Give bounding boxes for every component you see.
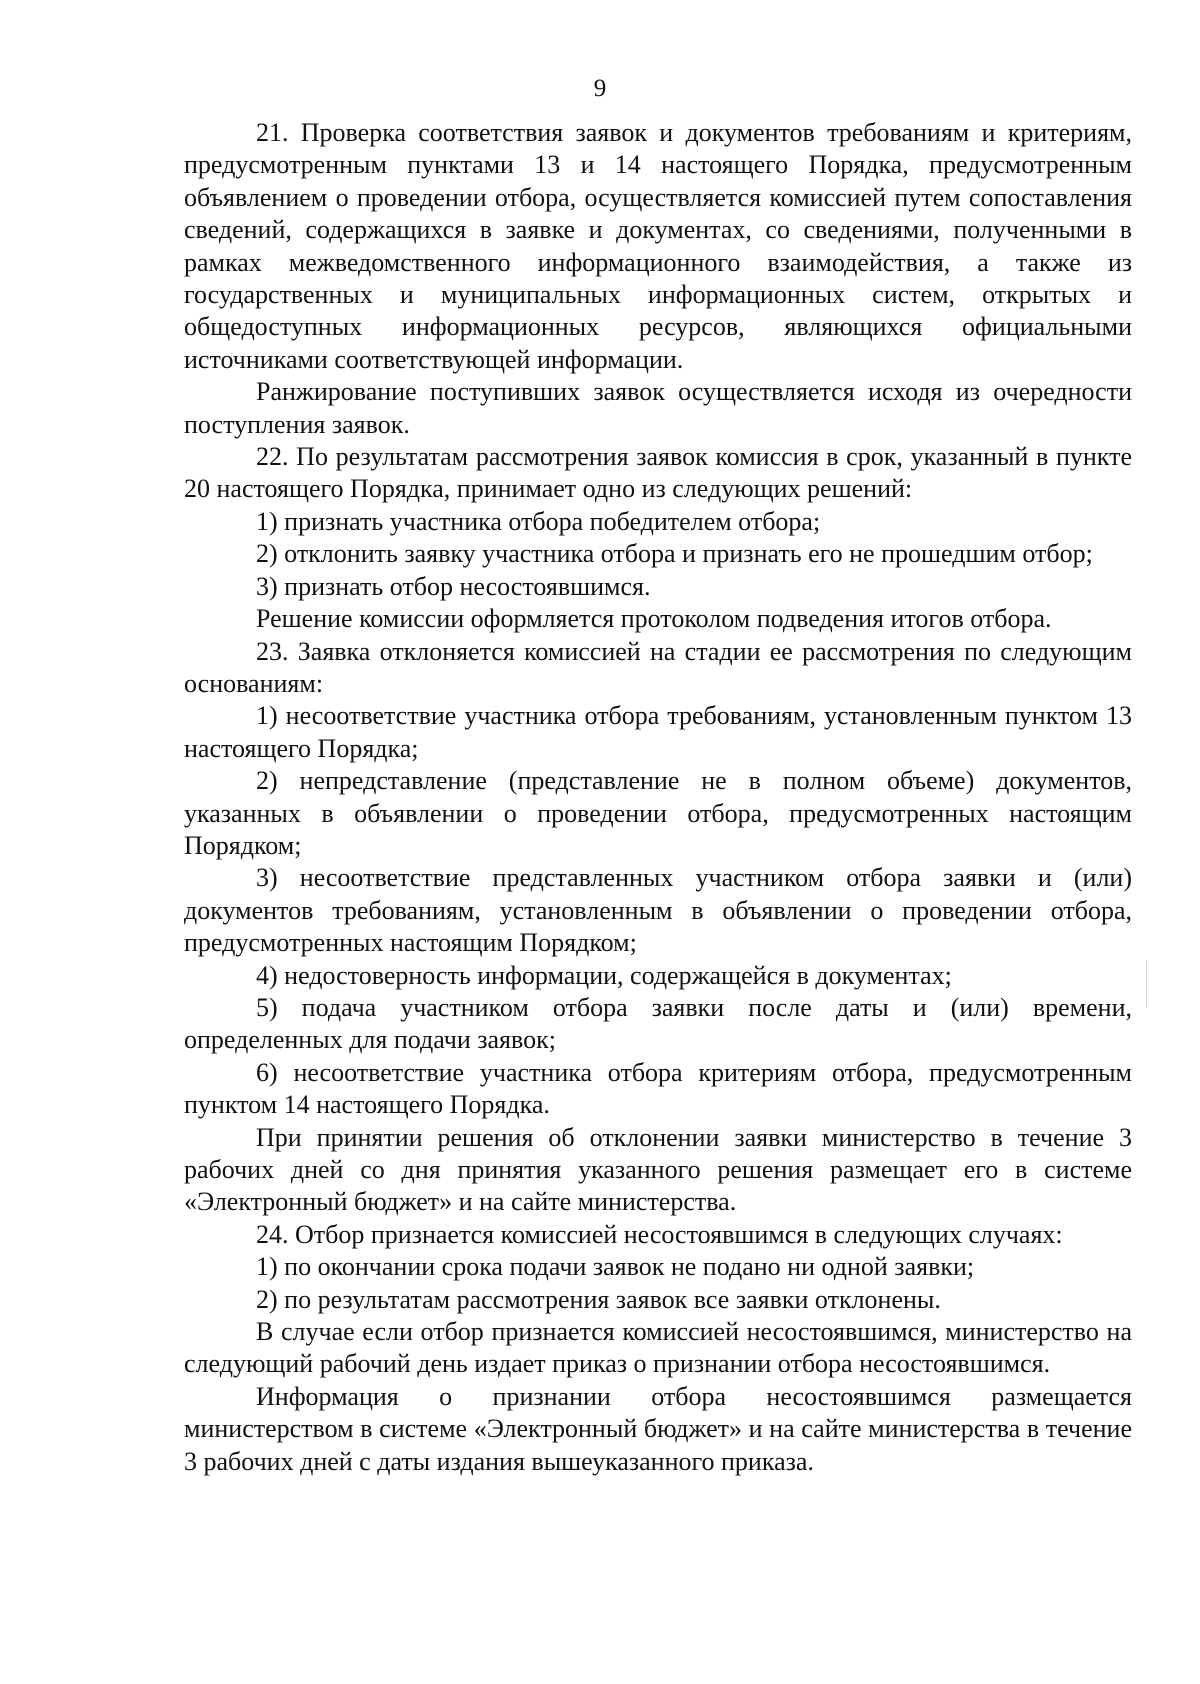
- list-item-22-3: 3) признать отбор несостоявшимся.: [256, 571, 651, 601]
- list-item-22-1: 1) признать участника отбора победителем отбора;: [256, 506, 821, 536]
- paragraph-commission-decision: Решение комиссии оформляется протоколом подведения итогов отбора.: [256, 604, 1052, 634]
- list-item-23-5: 5) подача участником отбора заявки после даты и (или) времени, определенных для подачи заявок;: [184, 992, 1132, 1055]
- paragraph-21: 21. Проверка соответствия заявок и документов требованиям и критериям, предусмотренным пунктами 13 и 14 настоящего Порядка, предусмотренным объявлением о проведении отбора, осуществляется комиссией путем сопоставления сведений, содержащихся в заявке и документах, со сведениями, полученными в рамках межведомственного информационного взаимодействия, а также из государственных и муниципальных информационных систем, открытых и общедоступных информационных ресурсов, являющихся официальными источниками соответствующей информации.: [184, 118, 1132, 374]
- list-item-23-6: 6) несоответствие участника отбора критериям отбора, предусмотренным пунктом 14 настоящего Порядка.: [184, 1057, 1132, 1120]
- paragraph-23: 23. Заявка отклоняется комиссией на стадии ее рассмотрения по следующим основаниям:: [184, 636, 1132, 698]
- paragraph-failed-selection: В случае если отбор признается комиссией несостоявшимся, министерство на следующий рабочий день издает приказ о признании отбора несостоявшимся.: [184, 1317, 1132, 1379]
- paragraph-ranking: Ранжирование поступивших заявок осуществляется исходя из очередности поступления заявок.: [184, 377, 1132, 439]
- paragraph-rejection-notice: При принятии решения об отклонении заявки министерство в течение 3 рабочих дней со дня принятия указанного решения размещает его в системе «Электронный бюджет» и на сайте министерства.: [184, 1122, 1132, 1217]
- page-number: 9: [593, 75, 607, 102]
- scan-margin-mark: [1146, 960, 1147, 1008]
- list-item-22-2: 2) отклонить заявку участника отбора и признать его не прошедшим отбор;: [256, 539, 1093, 569]
- document-body: [184, 117, 1132, 1478]
- list-item-23-1: 1) несоответствие участника отбора требованиям, установленным пунктом 13 настоящего Порядка;: [184, 701, 1132, 763]
- list-item-24-1: 1) по окончании срока подачи заявок не подано ни одной заявки;: [256, 1252, 975, 1282]
- list-item-23-3: 3) несоответствие представленных участником отбора заявки и (или) документов требованиям, установленным в объявлении о проведении отбора, предусмотренных настоящим Порядком;: [184, 863, 1132, 958]
- list-item-23-2: 2) непредставление (представление не в полном объеме) документов, указанных в объявлении о проведении отбора, предусмотренных настоящим Порядком;: [184, 766, 1132, 860]
- paragraph-22: 22. По результатам рассмотрения заявок комиссия в срок, указанный в пункте 20 настоящего Порядка, принимает одно из следующих решений:: [184, 442, 1132, 504]
- paragraph-24: 24. Отбор признается комиссией несостоявшимся в следующих случаях:: [256, 1219, 1063, 1249]
- list-item-24-2: 2) по результатам рассмотрения заявок все заявки отклонены.: [256, 1284, 941, 1314]
- paragraph-information-posting: Информация о признании отбора несостоявшимся размещается министерством в системе «Электронный бюджет» и на сайте министерства в течение 3 рабочих дней с даты издания вышеуказанного приказа.: [184, 1381, 1132, 1476]
- list-item-23-4: 4) недостоверность информации, содержащейся в документах;: [256, 960, 952, 990]
